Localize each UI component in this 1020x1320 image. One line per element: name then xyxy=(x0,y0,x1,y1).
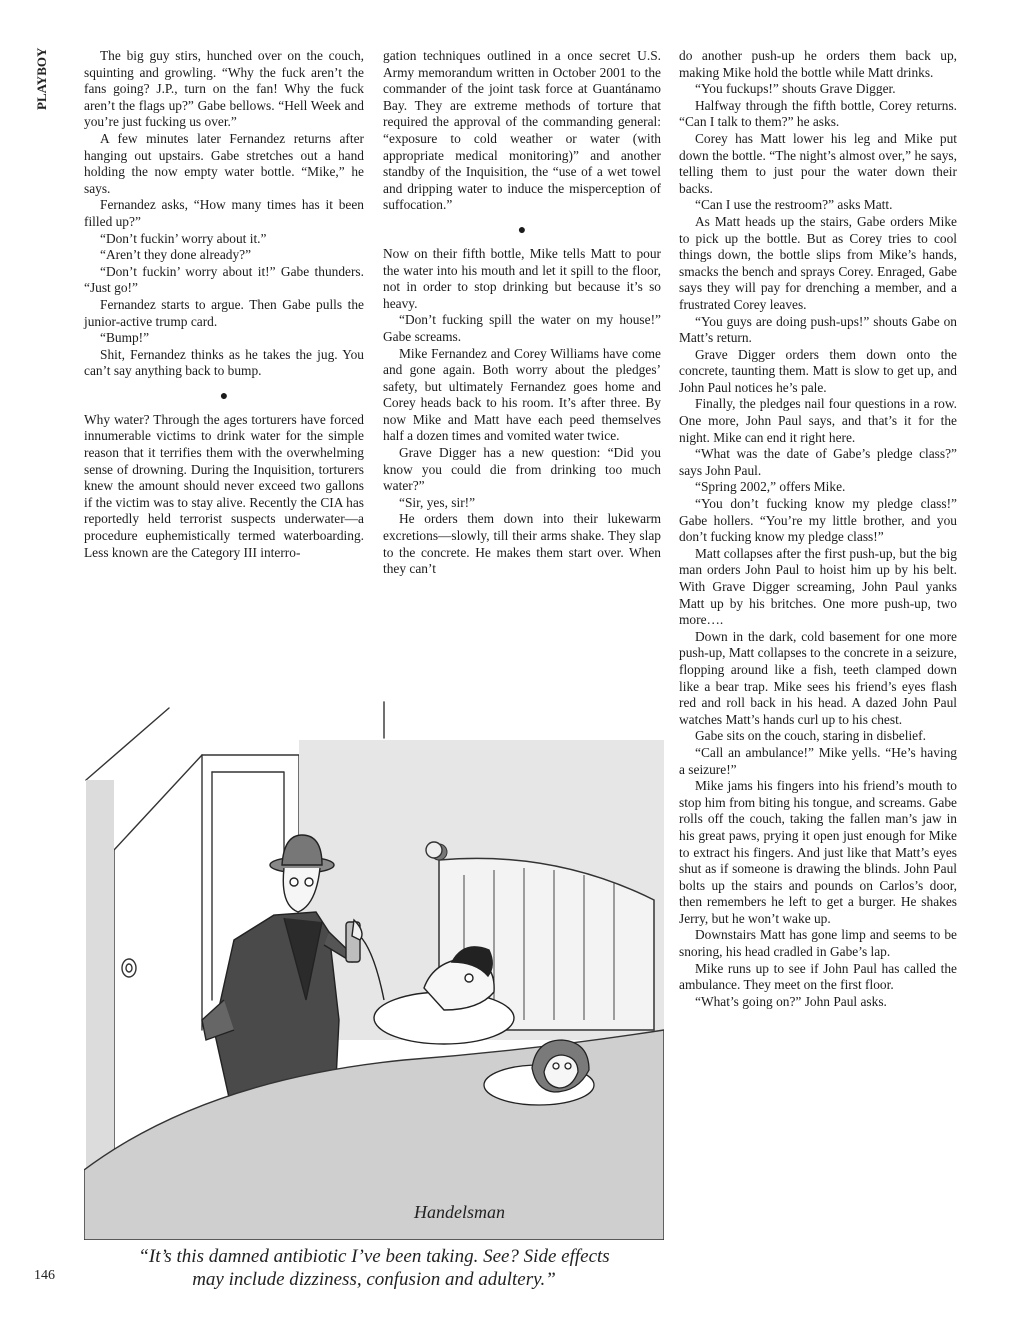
paragraph: Now on their fifth bottle, Mike tells Matt to pour the water into his mouth and let it spill to the floor, not in order to stop drinking but because it’s so heavy. xyxy=(383,245,661,311)
paragraph: “Bump!” xyxy=(100,330,150,346)
caption-line: may include dizziness, confusion and adultery.” xyxy=(192,1269,556,1290)
paragraph: “Don’t fuckin’ worry about it!” Gabe thunders. “Just go!” xyxy=(84,263,364,296)
paragraph: A few minutes later Fernandez returns after hanging out upstairs. Gabe stretches out a hand holding the now empty water bottle. “Mike,” he says. xyxy=(84,130,364,196)
paragraph: “You don’t fucking know my pledge class!” Gabe hollers. “You’re my little brother, and you don’t fucking know my pledge class!” xyxy=(679,496,957,545)
paragraph: Corey has Matt lower his leg and Mike put down the bottle. “The night’s almost over,” he says, telling them to just pour the water down their backs. xyxy=(679,130,957,196)
caption-line: “It’s this damned antibiotic I’ve been taking. See? Side effects xyxy=(138,1246,610,1267)
paragraph: “What was the date of Gabe’s pledge class?” says John Paul. xyxy=(679,446,957,478)
section-break-bullet: ● xyxy=(517,222,527,238)
page-number: 146 xyxy=(34,1268,55,1283)
paragraph: Fernandez starts to argue. Then Gabe pulls the junior-active trump card. xyxy=(84,296,364,329)
paragraph: “What’s going on?” John Paul asks. xyxy=(695,993,887,1009)
cartoon-caption xyxy=(100,1245,648,1291)
paragraph: gation techniques outlined in a once secret U.S. Army memorandum written in October 2001 to the commander of the joint task force at Guantánamo Bay. They are extreme methods of torture that required the approval of the commanding general: “exposure to cold weather or water (with appropriate medical monitoring)” and another standby of the Inquisition, the “use of a wet towel and dripping water to induce the misperception of suffocation.” xyxy=(383,48,661,213)
paragraph: Finally, the pledges nail four questions in a row. One more, John Paul says, and that’s it for the night. Mike can end it right here. xyxy=(679,396,957,445)
paragraph: “Can I use the restroom?” asks Matt. xyxy=(695,197,893,213)
paragraph: “Aren’t they done already?” xyxy=(100,247,252,263)
paragraph: Down in the dark, cold basement for one more push-up, Matt collapses to the concrete in a seizure, flopping around like a fish, teeth clamped down like a bear trap. Mike sees his friend’s eyes flash red and roll back in his head. A dazed John Paul watches Matt’s hands curl up to his chest. xyxy=(679,628,957,727)
paragraph: “Don’t fuckin’ worry about it.” xyxy=(100,230,267,246)
article-column-2 xyxy=(383,48,661,578)
paragraph: “You guys are doing push-ups!” shouts Gabe on Matt’s return. xyxy=(679,313,957,346)
paragraph: “Don’t fucking spill the water on my house!” Gabe screams. xyxy=(383,312,661,344)
paragraph: “You fuckups!” shouts Grave Digger. xyxy=(695,81,896,97)
paragraph: Mike Fernandez and Corey Williams have come and gone again. Both worry about the pledges’ safety, but ultimately Fernandez goes home and Corey heads back to his room. It’s after three. By now Mike and Matt have each peed themselves half a dozen times and vomited water twice. xyxy=(383,345,661,444)
paragraph: Mike jams his fingers into his friend’s mouth to stop him from biting his tongue, and screams. Gabe rolls off the couch, taking the fallen man’s jaw in his great paws, prying it open just enough for Mike to extract his fingers. And just like that Matt’s eyes shut as if someone is drawing the blinds. John Paul bolts up the stairs and pounds on Carlos’s door, then remembers he left to get a burger. He shakes Jerry, but he won’t wake up. xyxy=(679,778,957,926)
article-column-1 xyxy=(84,48,364,561)
paragraph: As Matt heads up the stairs, Gabe orders Mike to pick up the bottle. But as Corey tries to cool things down, the bottle slips from Mike’s hands, smacks the bench and sprays Corey. Enraged, Gabe says they will pay for drenching a member, and a frustrated Corey leaves. xyxy=(679,213,957,312)
paragraph: Grave Digger orders them down onto the concrete, taunting them. Matt is slow to get up, and John Paul notices he’s pale. xyxy=(679,346,957,395)
paragraph: He orders them down into their lukewarm excretions—slowly, till their arms shake. They slap to the concrete. He makes them start over. When they can’t xyxy=(383,511,661,577)
cartoonist-signature: Handelsman xyxy=(414,1202,505,1222)
paragraph: “Call an ambulance!” Mike yells. “He’s having a seizure!” xyxy=(679,744,957,777)
paragraph: Shit, Fernandez thinks as he takes the jug. You can’t say anything back to bump. xyxy=(84,346,364,379)
paragraph: do another push-up he orders them back up, making Mike hold the bottle while Matt drinks. xyxy=(679,48,957,80)
cartoon-illustration xyxy=(84,700,664,1240)
paragraph: Downstairs Matt has gone limp and seems to be snoring, his head cradled in Gabe’s lap. xyxy=(679,927,957,960)
paragraph: Mike runs up to see if John Paul has called the ambulance. They meet on the first floor. xyxy=(679,960,957,993)
paragraph: Gabe sits on the couch, staring in disbelief. xyxy=(695,728,926,744)
section-break-bullet: ● xyxy=(219,388,229,404)
paragraph: Grave Digger has a new question: “Did you know you could die from drinking too much water?” xyxy=(383,445,661,494)
article-column-3 xyxy=(679,48,957,1010)
paragraph: Why water? Through the ages torturers have forced innumerable victims to drink water for the simple reason that it terrifies them with the overwhelming sense of drowning. During the Inquisition, torturers knew the amount should never exceed two gallons if the victim was to stay alive. Recently the CIA has reportedly held terrorist suspects underwater—a procedure euphemistically termed waterboarding. Less known are the Category III interro- xyxy=(84,411,364,560)
paragraph: “Sir, yes, sir!” xyxy=(399,494,476,510)
paragraph: The big guy stirs, hunched over on the couch, squinting and growling. “Why the fuck aren’t the fans going? J.P., turn on the fan! Why the fuck aren’t the flags up?” Gabe bellows. “Hell Week and you’re just fucking us over.” xyxy=(84,48,364,130)
paragraph: Matt collapses after the first push-up, but the big man orders John Paul to hoist him up by his belt. With Grave Digger screaming, John Paul yanks Matt up by his britches. One more push-up, two more…. xyxy=(679,545,957,628)
paragraph: Fernandez asks, “How many times has it been filled up?” xyxy=(84,197,364,229)
magazine-running-head: PLAYBOY xyxy=(34,48,49,111)
paragraph: “Spring 2002,” offers Mike. xyxy=(695,479,846,495)
paragraph: Halfway through the fifth bottle, Corey returns. “Can I talk to them?” he asks. xyxy=(679,97,957,130)
